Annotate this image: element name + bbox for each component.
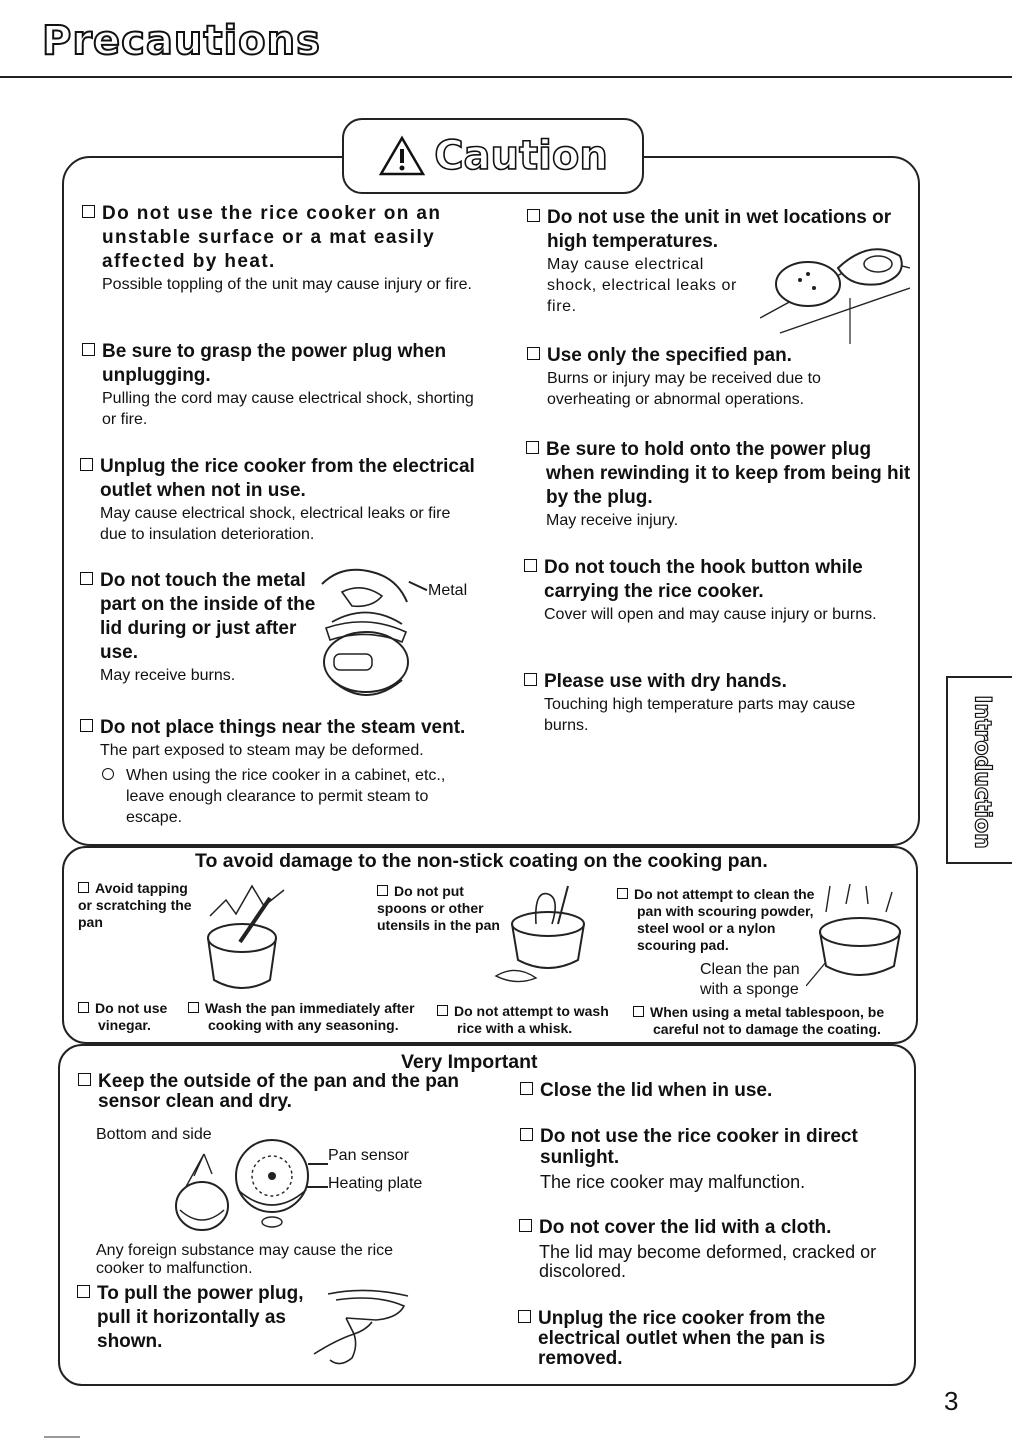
caution-item-dry-hands: Please use with dry hands. Touching high temperature parts may cause burns. (524, 670, 909, 736)
caution-label: Caution (434, 133, 608, 179)
checkbox-icon (82, 343, 95, 356)
important-item-close-lid: Close the lid when in use. (520, 1079, 910, 1103)
checkbox-icon (80, 572, 93, 585)
pull-plug-illustration (306, 1284, 416, 1374)
caution-item-unstable-surface: Do not use the rice cooker on an unstable surface or a mat easily affected by heat. Possible toppling of the unit may cause injury or fire. (82, 202, 482, 295)
foreign-substance-note: Any foreign substance may cause the rice cooker to malfunction. (96, 1242, 394, 1277)
caution-item-specified-pan: Use only the specified pan. Burns or injury may be received due to overheating or abnormal operations. (527, 344, 912, 410)
checkbox-icon (78, 1002, 89, 1013)
important-item-pull-plug: To pull the power plug, pull it horizontally as shown. (77, 1282, 322, 1354)
checkbox-icon (437, 1005, 448, 1016)
circle-bullet-icon (102, 768, 114, 780)
footer-mark (44, 1436, 80, 1438)
caution-item-power-plug-grasp: Be sure to grasp the power plug when unplugging. Pulling the cord may cause electrical shock, shorting or fire. (82, 340, 482, 430)
caution-item-steam-vent: Do not place things near the steam vent. The part exposed to steam may be deformed. When using the rice cooker in a cabinet, etc., leave enough clearance to permit steam to escape. (80, 716, 480, 828)
checkbox-icon (78, 882, 89, 893)
heating-plate-label: Heating plate (328, 1175, 423, 1192)
checkbox-icon (520, 1128, 533, 1141)
checkbox-icon (80, 719, 93, 732)
important-item-sunlight: Do not use the rice cooker in direct sunlight. The rice cooker may malfunction. (520, 1126, 910, 1193)
coating-bottom-vinegar: Do not use vinegar. (78, 1000, 178, 1034)
section-side-tab (946, 676, 1012, 864)
checkbox-icon (82, 205, 95, 218)
caution-item-metal-part: Do not touch the metal part on the inside of the lid during or just after use. May receive burns. (80, 569, 320, 686)
pan-sponge-illustration (806, 882, 910, 990)
checkbox-icon (526, 441, 539, 454)
coating-item-utensils: Do not put spoons or other utensils in the pan (377, 883, 500, 933)
pan-sensor-pointer-line (308, 1163, 328, 1165)
metal-label: Metal (428, 582, 468, 599)
checkbox-icon (518, 1310, 531, 1323)
important-title: Very Important (401, 1051, 538, 1073)
coating-bottom-whisk: Do not attempt to wash rice with a whisk. (437, 1003, 627, 1037)
checkbox-icon (633, 1006, 644, 1017)
checkbox-icon (527, 347, 540, 360)
checkbox-icon (78, 1073, 91, 1086)
pan-utensils-illustration (486, 880, 611, 990)
rice-cooker-bottom-illustration (168, 1130, 328, 1234)
important-item-unplug-pan-removed: Unplug the rice cooker from the electrical outlet when the pan is removed. (518, 1309, 908, 1369)
warning-triangle-icon (378, 135, 426, 177)
heating-plate-pointer-line (306, 1186, 328, 1188)
page-number: 3 (944, 1386, 959, 1416)
checkbox-icon (524, 559, 537, 572)
checkbox-icon (80, 458, 93, 471)
checkbox-icon (617, 888, 628, 899)
checkbox-icon (188, 1002, 199, 1013)
pan-sensor-label: Pan sensor (328, 1147, 409, 1164)
pan-tapping-illustration (200, 876, 295, 994)
coating-title: To avoid damage to the non-stick coating on the cooking pan. (195, 850, 768, 872)
coating-item-tapping: Avoid tapping or scratching the pan (78, 880, 192, 930)
bottom-side-label: Bottom and side (96, 1126, 212, 1143)
caution-item-hook-button: Do not touch the hook button while carrying the rice cooker. Cover will open and may cause injury or burns. (524, 556, 909, 625)
caution-item-wet-locations: Do not use the unit in wet locations or high temperatures. May cause electrical shock, electrical leaks or fire. (527, 206, 912, 317)
side-tab-label: Introduction (969, 695, 995, 849)
sponge-note: Clean the pan with a sponge (700, 961, 800, 998)
checkbox-icon (77, 1285, 90, 1298)
caution-item-rewinding-plug: Be sure to hold onto the power plug when rewinding it to keep from being hit by the plug. May receive injury. (526, 438, 911, 531)
checkbox-icon (520, 1082, 533, 1095)
page-title: Precautions (42, 18, 321, 64)
caution-item-unplug: Unplug the rice cooker from the electrical outlet when not in use. May cause electrical shock, electrical leaks or fire due to insulation deterioration. (80, 455, 475, 545)
coating-bottom-tablespoon: When using a metal tablespoon, be careful not to damage the coating. (633, 1004, 903, 1038)
important-item-cloth: Do not cover the lid with a cloth. The lid may become deformed, cracked or discolored. (519, 1217, 909, 1281)
coating-bottom-wash: Wash the pan immediately after cooking with any seasoning. (188, 1000, 433, 1034)
title-rule (0, 76, 1012, 78)
checkbox-icon (524, 673, 537, 686)
stove-pot-illustration (760, 228, 910, 346)
checkbox-icon (519, 1219, 532, 1232)
important-item-keep-clean: Keep the outside of the pan and the pan sensor clean and dry. (78, 1072, 488, 1112)
rice-cooker-lid-illustration (312, 562, 422, 712)
checkbox-icon (377, 885, 388, 896)
checkbox-icon (527, 209, 540, 222)
coating-item-scouring: Do not attempt to clean the pan with scouring powder, steel wool or a nylon scouring pad. (617, 886, 822, 954)
caution-tab (342, 118, 644, 194)
